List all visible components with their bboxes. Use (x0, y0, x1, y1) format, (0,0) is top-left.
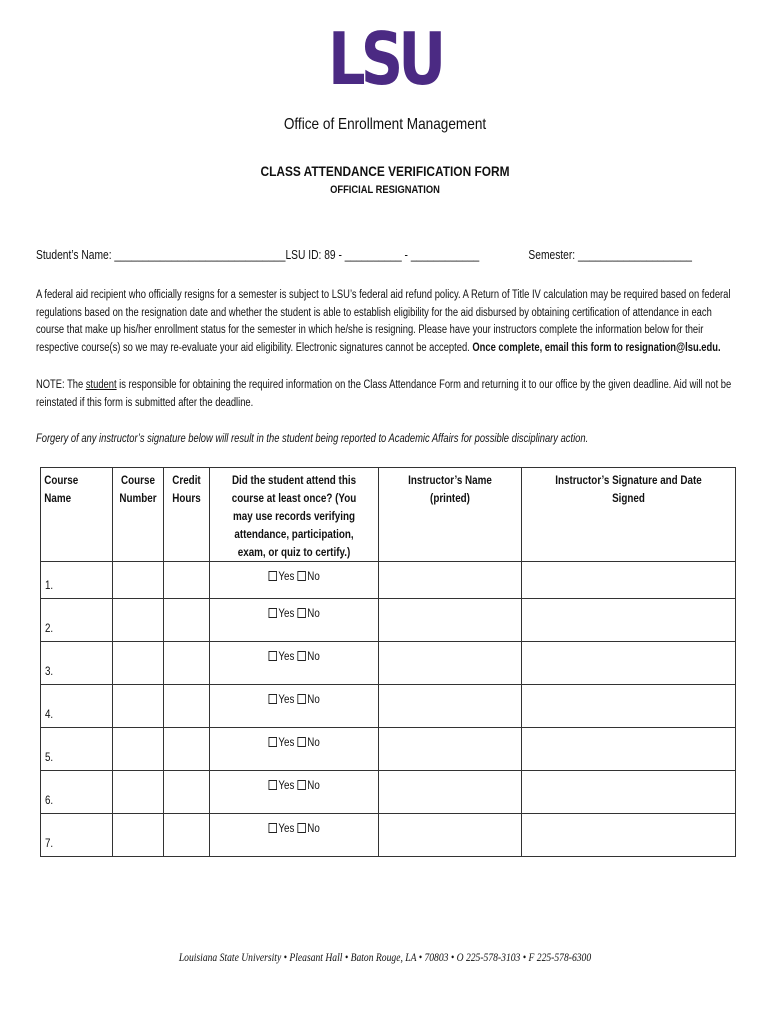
table-header-row (41, 468, 736, 562)
note-underlined-student: student (85, 379, 117, 391)
row-number: 6. (45, 795, 54, 807)
yes-checkbox[interactable] (268, 608, 277, 618)
no-checkbox[interactable] (297, 737, 306, 747)
instructor-signature-cell[interactable] (522, 771, 736, 814)
attended-cell (210, 814, 379, 857)
no-checkbox[interactable] (297, 694, 306, 704)
yes-label: Yes (278, 651, 295, 663)
no-checkbox[interactable] (297, 608, 306, 618)
no-checkbox[interactable] (297, 823, 306, 833)
yes-no-options (223, 780, 366, 792)
course-number-cell[interactable] (113, 814, 164, 857)
instructor-name-cell[interactable] (379, 814, 522, 857)
no-label: No (307, 780, 320, 792)
row-number: 5. (45, 752, 54, 764)
course-number-cell[interactable] (113, 685, 164, 728)
course-name-cell[interactable] (41, 642, 113, 685)
note-paragraph (36, 377, 734, 412)
yes-checkbox[interactable] (268, 651, 277, 661)
no-checkbox[interactable] (297, 780, 306, 790)
course-name-cell[interactable] (41, 685, 113, 728)
row-number: 7. (45, 838, 54, 850)
table-row (41, 562, 736, 599)
logo-text: LSU (328, 17, 442, 101)
header-instructor-signature: Instructor’s Signature and Date Signed (522, 468, 736, 562)
credit-hours-cell[interactable] (164, 562, 210, 599)
course-number-cell[interactable] (113, 771, 164, 814)
course-name-cell[interactable] (41, 728, 113, 771)
instructor-signature-cell[interactable] (522, 685, 736, 728)
table-row (41, 599, 736, 642)
no-label: No (307, 608, 320, 620)
credit-hours-cell[interactable] (164, 771, 210, 814)
table-row (41, 685, 736, 728)
instructor-name-cell[interactable] (379, 728, 522, 771)
header-attended: Did the student attend this course at least once? (You may use records verifying attendance, participation, exam, or quiz to certify.) (210, 468, 379, 562)
credit-hours-cell[interactable] (164, 599, 210, 642)
course-number-cell[interactable] (113, 599, 164, 642)
row-number: 2. (45, 623, 54, 635)
office-title: Office of Enrollment Management (283, 116, 487, 133)
yes-checkbox[interactable] (268, 823, 277, 833)
attendance-table (40, 467, 736, 857)
email-instruction: Once complete, email this form to resignation@lsu.edu. (472, 341, 721, 354)
student-info-fields (36, 248, 693, 262)
yes-no-options (223, 608, 366, 620)
yes-no-options (223, 737, 366, 749)
instructor-name-cell[interactable] (379, 685, 522, 728)
instructor-signature-cell[interactable] (522, 562, 736, 599)
credit-hours-cell[interactable] (164, 814, 210, 857)
yes-label: Yes (278, 780, 295, 792)
form-subtitle: OFFICIAL RESIGNATION (330, 184, 440, 196)
course-number-cell[interactable] (113, 562, 164, 599)
header-course-name: Course Name (41, 468, 113, 562)
yes-label: Yes (278, 694, 295, 706)
instructor-name-cell[interactable] (379, 771, 522, 814)
instructor-signature-cell[interactable] (522, 599, 736, 642)
no-label: No (307, 651, 320, 663)
no-checkbox[interactable] (297, 651, 306, 661)
course-name-cell[interactable] (41, 562, 113, 599)
instructor-name-cell[interactable] (379, 642, 522, 685)
aid-policy-paragraph (36, 287, 734, 357)
attended-cell (210, 771, 379, 814)
attended-cell (210, 728, 379, 771)
course-number-cell[interactable] (113, 642, 164, 685)
no-checkbox[interactable] (297, 571, 306, 581)
student-name-field[interactable]: Student’s Name: ______________________________ (36, 248, 286, 262)
yes-no-options (223, 571, 366, 583)
yes-no-options (223, 651, 366, 663)
yes-no-options (223, 823, 366, 835)
course-number-cell[interactable] (113, 728, 164, 771)
yes-checkbox[interactable] (268, 737, 277, 747)
no-label: No (307, 737, 320, 749)
semester-field[interactable]: Semester: ____________________ (528, 248, 693, 262)
yes-checkbox[interactable] (268, 780, 277, 790)
yes-label: Yes (278, 571, 295, 583)
attended-cell (210, 642, 379, 685)
row-number: 4. (45, 709, 54, 721)
instructor-name-cell[interactable] (379, 599, 522, 642)
attended-cell (210, 562, 379, 599)
note-text: is responsible for obtaining the required information on the Class Attendance Form and returning it to our office by the given deadline. Aid will not be reinstated if this form is submitted after the deadline. (36, 379, 732, 409)
row-number: 1. (45, 580, 54, 592)
yes-no-options (223, 694, 366, 706)
lsu-logo (328, 17, 442, 101)
instructor-signature-cell[interactable] (522, 642, 736, 685)
lsu-id-field[interactable]: LSU ID: 89 - __________ - ____________ (285, 248, 480, 262)
header-instructor-name: Instructor’s Name (printed) (379, 468, 522, 562)
course-name-cell[interactable] (41, 814, 113, 857)
no-label: No (307, 694, 320, 706)
no-label: No (307, 571, 320, 583)
yes-label: Yes (278, 608, 295, 620)
table-row (41, 642, 736, 685)
instructor-name-cell[interactable] (379, 562, 522, 599)
yes-label: Yes (278, 737, 295, 749)
instructor-signature-cell[interactable] (522, 814, 736, 857)
credit-hours-cell[interactable] (164, 685, 210, 728)
table-row (41, 728, 736, 771)
note-prefix: NOTE: The (36, 379, 86, 391)
course-name-cell[interactable] (41, 771, 113, 814)
credit-hours-cell[interactable] (164, 728, 210, 771)
table-row (41, 814, 736, 857)
row-number: 3. (45, 666, 54, 678)
yes-checkbox[interactable] (268, 694, 277, 704)
instructor-signature-cell[interactable] (522, 728, 736, 771)
credit-hours-cell[interactable] (164, 642, 210, 685)
form-title: CLASS ATTENDANCE VERIFICATION FORM (260, 163, 510, 179)
attended-cell (210, 685, 379, 728)
footer-address: Louisiana State University • Pleasant Hall • Baton Rouge, LA • 70803 • O 225-578-3103 • F 225-578-6300 (178, 950, 592, 964)
no-label: No (307, 823, 320, 835)
yes-label: Yes (278, 823, 295, 835)
table-row (41, 771, 736, 814)
aid-policy-text: A federal aid recipient who officially resigns for a semester is subject to LSU’s federal aid refund policy. A Return of Title IV calculation may be required based on federal regulations based on the resignation date and whether the student is able to establish eligibility for the aid disbursed by obtaining certification of attendance in each course that make up his/her enrollment status for the semester in which he/she is resigning. Please have your instructors complete the information below for their respective course(s) so we may re-evaluate your aid eligibility. Electronic signatures cannot be accepted. (36, 289, 731, 354)
header-course-number: Course Number (113, 468, 164, 562)
attended-cell (210, 599, 379, 642)
header-credit-hours: Credit Hours (164, 468, 210, 562)
forgery-warning: Forgery of any instructor’s signature below will result in the student being reported to Academic Affairs for possible disciplinary action. (36, 433, 589, 445)
yes-checkbox[interactable] (268, 571, 277, 581)
course-name-cell[interactable] (41, 599, 113, 642)
